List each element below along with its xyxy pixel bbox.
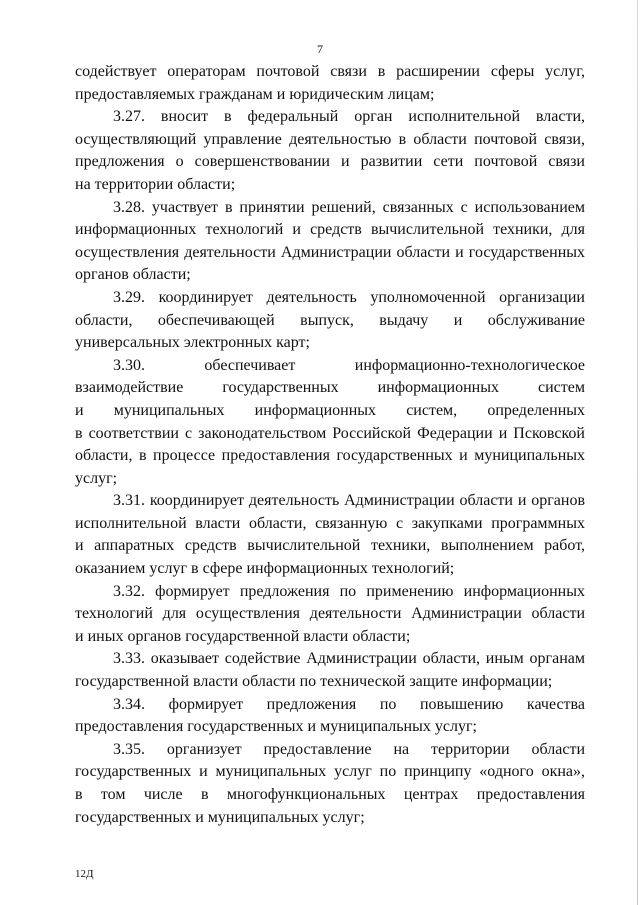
text-line: 3.28. участвует в принятии решений, связанных с использованием [113, 198, 585, 216]
text-line: органов области; [75, 266, 191, 284]
text-line: 3.35. организует предоставление на территории области [113, 740, 585, 758]
text-line: области, обеспечивающей выпуск, выдачу и обслуживание [75, 311, 585, 329]
text-line: государственных и муниципальных услуг; [75, 808, 365, 826]
text-line: оказанием услуг в сфере информационных технологий; [75, 560, 455, 578]
text-line: 3.33. оказывает содействие Администрации области, иным органам [113, 650, 585, 668]
page-number: 7 [317, 42, 323, 56]
scan-edge-line [637, 0, 638, 905]
text-line: в соответствии с законодательством Российской Федерации и Псковской [75, 424, 585, 442]
text-line: информационных технологий и средств вычислительной техники, для [75, 221, 585, 239]
text-line: 3.31. координирует деятельность Администрации области и органов [113, 492, 585, 510]
text-line: и муниципальных информационных систем, определенных [75, 401, 585, 419]
text-line: в том числе в многофункциональных центрах предоставления [75, 786, 585, 803]
text-line: государственной власти области по технической защите информации; [75, 673, 553, 691]
text-line: 3.27. вносит в федеральный орган исполнительной власти, [113, 108, 585, 126]
text-line: 3.30. обеспечивает информационно-технологическое [113, 356, 585, 374]
text-line: предложения о совершенствовании и развитии сети почтовой связи [75, 153, 585, 171]
text-line: исполнительной власти области, связанную с закупками программных [75, 514, 585, 532]
text-line: и аппаратных средств вычислительной техники, выполнением работ, [75, 537, 585, 555]
text-line: на территории области; [75, 175, 236, 193]
text-line: осуществляющий управление деятельностью в области почтовой связи, [75, 130, 585, 148]
text-line: универсальных электронных карт; [75, 334, 310, 352]
text-line: государственных и муниципальных услуг по принципу «одного окна», [75, 763, 585, 781]
text-line: содействует операторам почтовой связи в расширении сферы услуг, [75, 63, 585, 80]
text-line: области, в процессе предоставления государственных и муниципальных [75, 447, 585, 465]
text-line: предоставления государственных и муниципальных услуг; [75, 718, 477, 736]
text-line: взаимодействие государственных информационных систем [75, 379, 585, 397]
text-line: 3.32. формирует предложения по применению информационных [113, 582, 585, 600]
text-line: и иных органов государственной власти области; [75, 627, 411, 645]
text-line: технологий для осуществления деятельности Администрации области [75, 605, 585, 623]
text-line: предоставляемых гражданам и юридическим лицам; [75, 85, 435, 103]
footer-code: 12Д [75, 868, 94, 880]
text-line: услуг; [75, 469, 118, 487]
text-line: 3.34. формирует предложения по повышению качества [113, 695, 585, 713]
document-body [75, 61, 585, 829]
text-line: осуществления деятельности Администрации области и государственных [75, 243, 585, 261]
text-line: 3.29. координирует деятельность уполномоченной организации [113, 288, 585, 306]
